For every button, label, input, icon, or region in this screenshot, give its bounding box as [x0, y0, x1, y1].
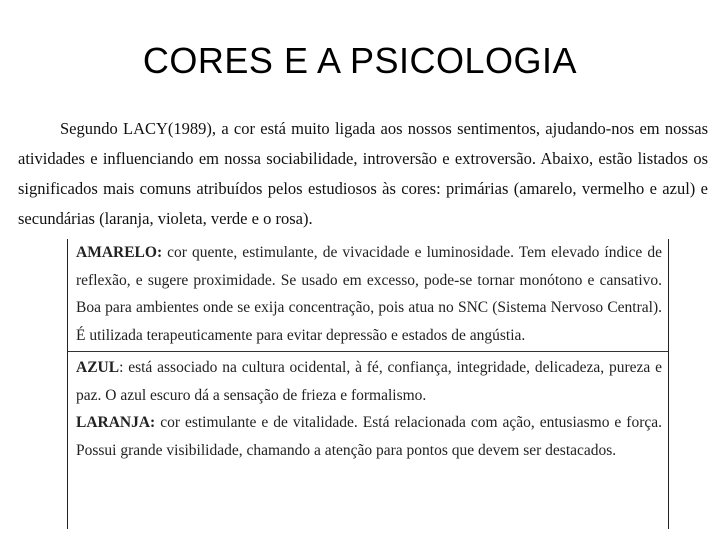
- intro-paragraph: Segundo LACY(1989), a cor está muito ligada aos nossos sentimentos, ajudando-nos em nossas atividades e influenciando em nossa sociabilidade, introversão e extroversão. Abaixo, estão listados os significados mais comuns atribuídos pelos estudiosos às cores: primárias (amarelo, vermelho e azul) e secundárias (laranja, violeta, verde e o rosa).: [18, 119, 708, 228]
- entry-term: AZUL: [76, 359, 120, 376]
- entry-text: cor quente, estimulante, de vivacidade e luminosidade. Tem elevado índice de reflexão, e sugere proximidade. Se usado em excesso, pode-se tornar monótono e cansativo. Boa para ambientes onde se exija concentração, pois atua no SNC (Sistema Nervoso Central). É utilizada terapeuticamente para evitar depressão e estados de angústia.: [76, 244, 662, 344]
- divider: [68, 351, 668, 352]
- entry-term: AMARELO:: [76, 244, 163, 261]
- slide-title: CORES E A PSICOLOGIA: [142, 40, 578, 81]
- entry-amarelo: [68, 239, 668, 349]
- entry-laranja: [68, 409, 668, 464]
- entry-text: cor estimulante e de vitalidade. Está relacionada com ação, entusiasmo e força. Possui grande visibilidade, chamando a atenção para pontos que devem ser destacados.: [76, 414, 662, 459]
- color-meanings-box: [67, 239, 669, 529]
- entry-text: : está associado na cultura ocidental, à fé, confiança, integridade, delicadeza, pureza e paz. O azul escuro dá a sensação de frieza e formalismo.: [76, 359, 662, 404]
- entry-term: LARANJA:: [76, 414, 156, 431]
- entry-azul: [68, 354, 668, 409]
